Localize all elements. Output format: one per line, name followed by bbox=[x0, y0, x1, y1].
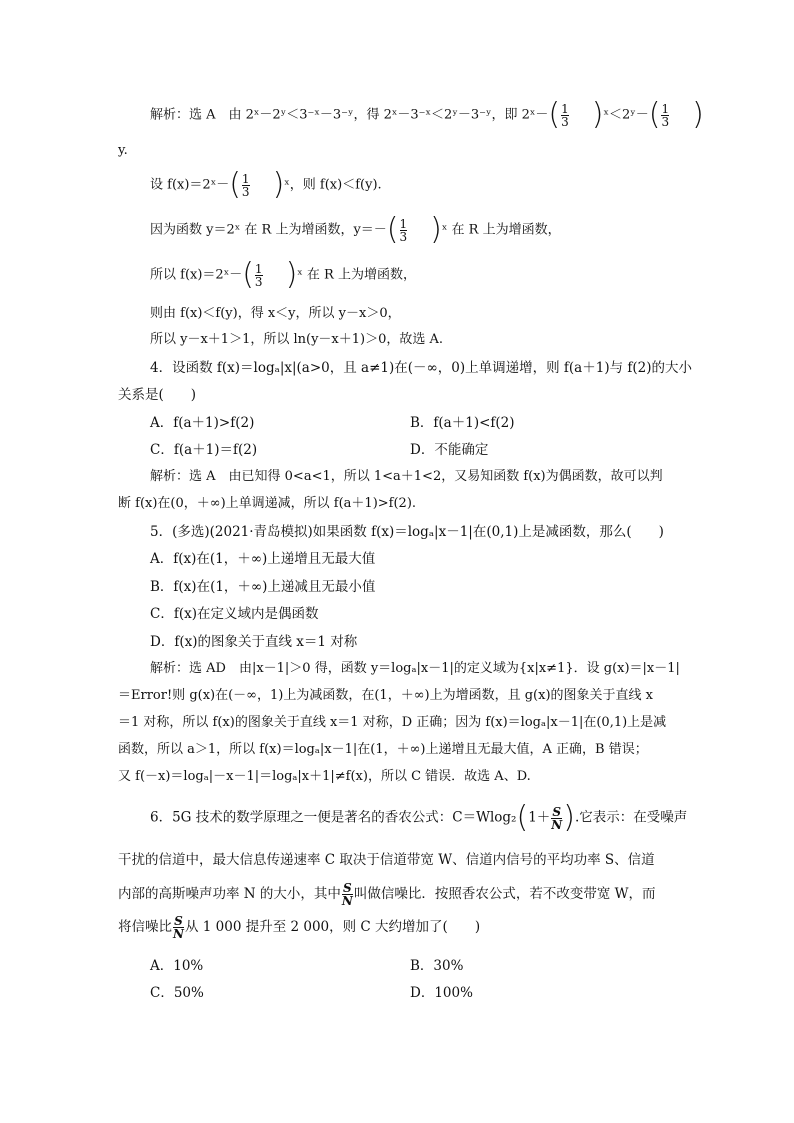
sol3-line-1 bbox=[150, 97, 704, 134]
q6-option-b: B．30% bbox=[410, 958, 464, 974]
q4-option-a: A．f(a＋1)>f(2) bbox=[150, 415, 255, 431]
q6-option-a: A．10% bbox=[150, 958, 204, 974]
q5-solution-line-5: 又 f(－x)＝logₐ|－x－1|＝logₐ|x＋1|≠f(x)，所以 C 错误．故选 A、D. bbox=[118, 769, 531, 784]
sol3-line-5: 则由 f(x)＜f(y)，得 x＜y，所以 y－x＞0， bbox=[150, 306, 401, 321]
q5-option-d: D．f(x)的图象关于直线 x＝1 对称 bbox=[150, 634, 358, 650]
q6-stem-line-1: 6．5G 技术的数学原理之一便是著名的香农公式：C＝Wlog₂(1＋ $\frac{S}{N}$ ).它表示：在受噪声 bbox=[150, 800, 688, 835]
q6-stem-line-2: 干扰的信道中，最大信息传递速率 C 取决于信道带宽 W、信道内信号的平均功率 S、信道 bbox=[118, 852, 655, 868]
fraction-one-third: $\frac{1}{3}$ bbox=[561, 101, 569, 129]
q5-option-c: C．f(x)在定义域内是偶函数 bbox=[150, 606, 319, 622]
sol3-text-2: ˣ＜2ʸ－ bbox=[603, 107, 649, 123]
q6-option-d: D．100% bbox=[410, 985, 473, 1001]
fraction-one-third: $\frac{1}{3}$ bbox=[661, 101, 670, 129]
sol3-text-1: 解析：选 A 由 2ˣ－2ʸ＜3⁻ˣ－3⁻ʸ，得 2ˣ－3⁻ˣ＜2ʸ－3⁻ʸ，即 2ˣ－ bbox=[150, 107, 549, 123]
fraction-s-over-n: $\frac{S}{N}$ bbox=[173, 914, 184, 941]
q4-solution-line-2: 断 f(x)在(0，＋∞)上单调递减，所以 f(a＋1)>f(2). bbox=[118, 496, 417, 511]
q5-solution-line-4: 函数，所以 a＞1，所以 f(x)＝logₐ|x－1|在(1，＋∞)上递增且无最大值，A 正确，B 错误； bbox=[118, 742, 648, 757]
q5-option-a: A．f(x)在(1，＋∞)上递增且无最大值 bbox=[150, 551, 376, 567]
q4-stem-line-1: 4．设函数 f(x)＝logₐ|x|(a>0，且 a≠1)在(－∞，0)上单调递增，则 f(a＋1)与 f(2)的大小 bbox=[150, 360, 692, 376]
q6-stem-line-4: 将信噪比 $\frac{S}{N}$ 从 1 000 提升至 2 000，则 C 大约增加了( ) bbox=[118, 914, 481, 941]
sol3-line-6: 所以 y－x＋1＞1，所以 ln(y－x＋1)＞0，故选 A. bbox=[150, 332, 444, 347]
sol3-line-1-tail: y. bbox=[118, 143, 128, 158]
q4-option-b: B．f(a＋1)<f(2) bbox=[410, 415, 515, 431]
q4-solution-line-1: 解析：选 A 由已知得 0<a<1，所以 1<a＋1<2，又易知函数 f(x)为偶函数，故可以判 bbox=[150, 469, 663, 484]
q6-stem-line-3: 内部的高斯噪声功率 N 的大小，其中 $\frac{S}{N}$ 叫做信噪比．按照香农公式，若不改变带宽 W，而 bbox=[118, 881, 656, 908]
q5-solution-line-3: ＝1 对称，所以 f(x)的图象关于直线 x＝1 对称，D 正确；因为 f(x)＝logₐ|x－1|在(0,1)上是减 bbox=[118, 715, 667, 730]
q5-solution-line-1: 解析：选 AD 由|x－1|＞0 得，函数 y＝logₐ|x－1|的定义域为{x|x≠1}．设 g(x)＝|x－1| bbox=[150, 661, 680, 676]
right-paren: ) bbox=[591, 97, 604, 132]
q5-stem: 5．(多选)(2021·青岛模拟)如果函数 f(x)＝logₐ|x－1|在(0,1)上是减函数，那么( ) bbox=[150, 524, 664, 540]
q4-option-d: D．不能确定 bbox=[410, 442, 489, 458]
sol3-line-4: 所以 f(x)＝2ˣ－( $\frac{1}{3}$ )ˣ 在 R 上为增函数， bbox=[150, 257, 416, 292]
q5-solution-line-2: ＝Error!则 g(x)在(－∞，1)上为减函数，在(1，＋∞)上为增函数，且 g(x)的图象关于直线 x bbox=[118, 688, 653, 703]
q4-stem-line-2: 关系是( ) bbox=[118, 387, 197, 403]
q6-option-c: C．50% bbox=[150, 985, 204, 1001]
left-paren: ( bbox=[548, 97, 561, 132]
q4-option-c: C．f(a＋1)＝f(2) bbox=[150, 442, 258, 458]
sol3-line-2: 设 f(x)＝2ˣ－( $\frac{1}{3}$ )ˣ，则 f(x)＜f(y). bbox=[150, 167, 382, 202]
q5-option-b: B．f(x)在(1，＋∞)上递减且无最小值 bbox=[150, 579, 376, 595]
fraction-s-over-n: $\frac{S}{N}$ bbox=[551, 804, 563, 832]
sol3-line-3: 因为函数 y＝2ˣ 在 R 上为增函数，y＝－( $\frac{1}{3}$ )ˣ 在 R 上为增函数， bbox=[150, 212, 561, 247]
fraction-s-over-n: $\frac{S}{N}$ bbox=[341, 881, 353, 908]
left-paren: ( bbox=[648, 97, 661, 132]
right-paren: ) bbox=[692, 97, 704, 132]
